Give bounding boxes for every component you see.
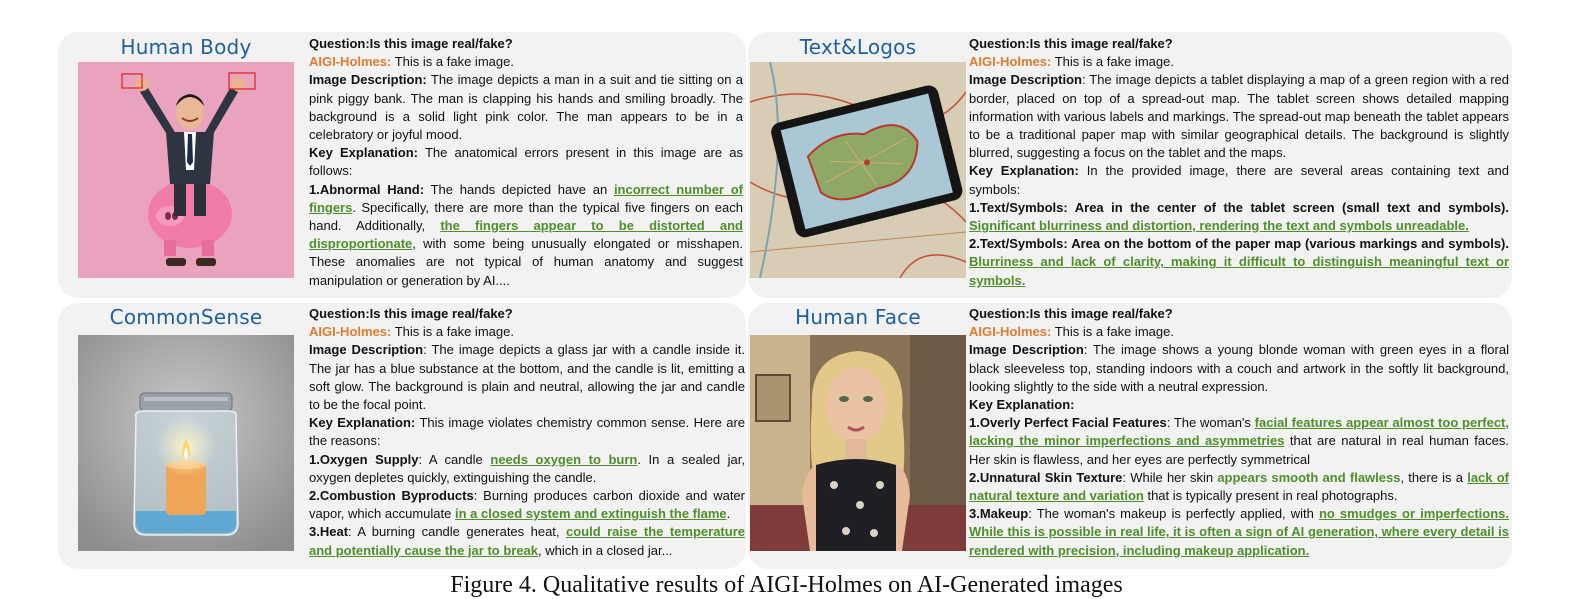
highlight: no smudges or imperfections. While this is possible in real life, it is often a sign of AI generation, where every detail is rendered with precision, including makeup application. (969, 506, 1509, 558)
explanation-text: Question:Is this image real/fake? AIGI-Holmes: This is a fake image. Image Description: The image depicts a tablet displaying a map of a green region with a red border, placed on top of a spread-out map. The tablet screen shows detailed mapping information with various labels and markings. The spread-out map beneath the tablet appears to be a traditional paper map with similar geographical details. The background is slightly blurred, suggesting a focus on the tablet and the maps. Key Explanation: In the provided image, there are several areas containing text and symbols: 1.Text/Symbols: Area in the center of the tablet screen (small text and symbols). Significant blurriness and distortion, rendering the text and symbols unreadable. 2.Text/Symbols: Area on the bottom of the paper map (various markings and symbols). Blurriness and lack of clarity, making it difficult to distinguish meaningful text or symbols. (969, 35, 1509, 290)
key-explanation-text: This image violates chemistry common sense. Here are the reasons: (309, 415, 746, 449)
description-text: The image depicts a tablet displaying a map of a green region with a red border, placed on top of a spread-out map. The tablet screen shows detailed mapping information with various labels and markings. The spread-out map beneath the tablet appears to be a traditional paper map with similar geographical details. The background is slightly blurred, suggesting a focus on the tablet and the maps. (969, 72, 1509, 161)
question: Question:Is this image real/fake? (309, 36, 513, 51)
description-label: Image Description (309, 72, 423, 88)
explanation-item: 1.Oxygen Supply: A candle needs oxygen to burn. In a sealed jar, oxygen depletes quickly, extinguishing the candle. (309, 451, 746, 485)
category-title: Human Face (795, 305, 921, 329)
highlight: needs oxygen to burn (490, 451, 638, 467)
category-title: CommonSense (109, 305, 263, 329)
question: Question:Is this image real/fake? (969, 36, 1173, 51)
explanation-item: 1.Overly Perfect Facial Features: The woman's facial features appear almost too perfect, lacking the minor imperfections and asymmetries that are natural in real human faces. Her skin is flawless, and her eyes are perfectly symmetrical (969, 415, 1509, 467)
description-label: Image Description (309, 342, 424, 358)
explanation-item: 1.Text/Symbols: Area in the center of the tablet screen (small text and symbols). Significant blurriness and distortion, rendering the text and symbols unreadable. (969, 199, 1509, 234)
model-label: AIGI-Holmes: (309, 324, 392, 340)
answer: This is a fake image. (394, 324, 514, 340)
highlight: Significant blurriness and distortion, rendering the text and symbols unreadable. (969, 218, 1469, 234)
panel-text-logos (748, 32, 1512, 298)
panel-common-sense (58, 303, 746, 569)
question: Question:Is this image real/fake? (309, 306, 513, 321)
text-logos-image (750, 62, 966, 278)
model-label: AIGI-Holmes: (969, 54, 1052, 70)
answer: This is a fake image. (394, 54, 514, 70)
panel-human-body (58, 32, 746, 298)
explanation-text: Question:Is this image real/fake? AIGI-Holmes: This is a fake image. Image Description: The image shows a young blonde woman with green eyes in a floral black sleeveless top, standing indoors with a couch and artwork in the softly lit background, looking slightly to the side with a neutral expression. Key Explanation: 1.Overly Perfect Facial Features: The woman's facial features appear almost too perfect, lacking the minor imperfections and asymmetries that are natural in real human faces. Her skin is flawless, and her eyes are perfectly symmetrical 2.Unnatural Skin Texture: While her skin appears smooth and flawless, there is a lack of natural texture and variation that is typically present in real photographs. 3.Makeup: The woman's makeup is perfectly applied, with no smudges or imperfections. While this is possible in real life, it is often a sign of AI generation, where every detail is rendered with precision, including makeup application. (969, 305, 1509, 560)
description-text: The image depicts a glass jar with a candle inside it. The jar has a blue substance at the bottom, and the candle is lit, emitting a soft glow. The background is plain and neutral, allowing the jar and candle to be the focal point. (309, 342, 745, 413)
panel-human-face (748, 303, 1512, 569)
figure-caption: Figure 4. Qualitative results of AIGI-Holmes on AI-Generated images (450, 572, 1123, 598)
description-label: Image Description (969, 342, 1084, 358)
explanation-item: 3.Makeup: The woman's makeup is perfectly applied, with no smudges or imperfections. While this is possible in real life, it is often a sign of AI generation, where every detail is rendered with precision, including makeup application. (969, 506, 1509, 558)
description-text: The image depicts a man in a suit and tie sitting on a pink piggy bank. The man is clapping his hands and smiling broadly. The background is a solid light pink color. The man appears to be in a celebratory or joyful mood. (309, 72, 743, 143)
explanation-item: 1.Abnormal Hand: The hands depicted have an incorrect number of fingers. Specifically, there are more than the typical five fingers on each hand. Additionally, the fingers appear to be distorted and disproportionate, with some being unusually elongated or misshapen. These anomalies are not typical of human anatomy and suggest manipulation or generation by AI.... (309, 181, 743, 288)
explanation-item: 3.Heat: A burning candle generates heat, could raise the temperature and potentially cause the jar to break, which in a closed jar... (309, 524, 745, 558)
answer: This is a fake image. (1054, 324, 1174, 340)
human-face-image (750, 335, 966, 551)
model-label: AIGI-Holmes: (969, 324, 1052, 340)
explanation-item: 2.Unnatural Skin Texture: While her skin appears smooth and flawless, there is a lack of natural texture and variation that is typically present in real photographs. (969, 469, 1509, 504)
highlight: could raise the temperature and potentially cause the jar to break (309, 524, 745, 558)
human-body-image (78, 62, 294, 278)
category-title: Human Body (120, 35, 252, 59)
key-explanation-label: Key Explanation: (309, 145, 419, 161)
key-explanation-text: In the provided image, there are several areas containing text and symbols: (969, 163, 1509, 197)
common-sense-image (78, 335, 294, 551)
category-title: Text&Logos (799, 35, 917, 59)
highlight: the fingers appear to be distorted and disproportionate (309, 218, 743, 252)
highlight: incorrect number of fingers (309, 181, 743, 215)
description-text: The image shows a young blonde woman with green eyes in a floral black sleeveless top, standing indoors with a couch and artwork in the softly lit background, looking slightly to the side with a neutral expression. (969, 342, 1509, 394)
key-explanation-label: Key Explanation: (969, 397, 1075, 413)
highlight: in a closed system and extinguish the flame (454, 506, 727, 522)
explanation-item: 2.Text/Symbols: Area on the bottom of the paper map (various markings and symbols). Blurriness and lack of clarity, making it difficult to distinguish meaningful text or symbols. (969, 236, 1509, 288)
explanation-item: 2.Combustion Byproducts: Burning produces carbon dioxide and water vapor, which accumulate in a closed system and extinguish the flame. (309, 488, 745, 522)
key-explanation-label: Key Explanation: (969, 163, 1079, 179)
model-label: AIGI-Holmes: (309, 54, 392, 70)
description-label: Image Description (969, 72, 1082, 88)
highlight: Blurriness and lack of clarity, making it difficult to distinguish meaningful text or symbols. (969, 254, 1509, 288)
highlight: lack of natural texture and variation (969, 469, 1509, 504)
question: Question:Is this image real/fake? (969, 306, 1173, 321)
key-explanation-label: Key Explanation: (309, 415, 416, 431)
explanation-text: Question:Is this image real/fake? AIGI-Holmes: This is a fake image. Image Description: The image depicts a glass jar with a candle inside it. The jar has a blue substance at the bottom, and the candle is lit, emitting a soft glow. The background is plain and neutral, allowing the jar and candle to be the focal point. Key Explanation: This image violates chemistry common sense. Here are the reasons: 1.Oxygen Supply: A candle needs oxygen to burn. In a sealed jar, oxygen depletes quickly, extinguishing the candle. 2.Combustion Byproducts: Burning produces carbon dioxide and water vapor, which accumulate in a closed system and extinguish the flame. 3.Heat: A burning candle generates heat, could raise the temperature and potentially cause the jar to break, which in a closed jar... (309, 305, 745, 560)
highlight: facial features appear almost too perfect, lacking the minor imperfections and asymmetries (969, 415, 1509, 449)
answer: This is a fake image. (1054, 54, 1174, 70)
highlight: appears smooth and flawless (1217, 469, 1401, 485)
key-explanation-text: The anatomical errors present in this image are as follows: (309, 145, 743, 179)
explanation-text: Question:Is this image real/fake? AIGI-Holmes: This is a fake image. Image Description: The image depicts a man in a suit and tie sitting on a pink piggy bank. The man is clapping his hands and smiling broadly. The background is a solid light pink color. The man appears to be in a celebratory or joyful mood. Key Explanation: The anatomical errors present in this image are as follows: 1.Abnormal Hand: The hands depicted have an incorrect number of fingers. Specifically, there are more than the typical five fingers on each hand. Additionally, the fingers appear to be distorted and disproportionate, with some being unusually elongated or misshapen. These anomalies are not typical of human anatomy and suggest manipulation or generation by AI.... (309, 35, 743, 290)
